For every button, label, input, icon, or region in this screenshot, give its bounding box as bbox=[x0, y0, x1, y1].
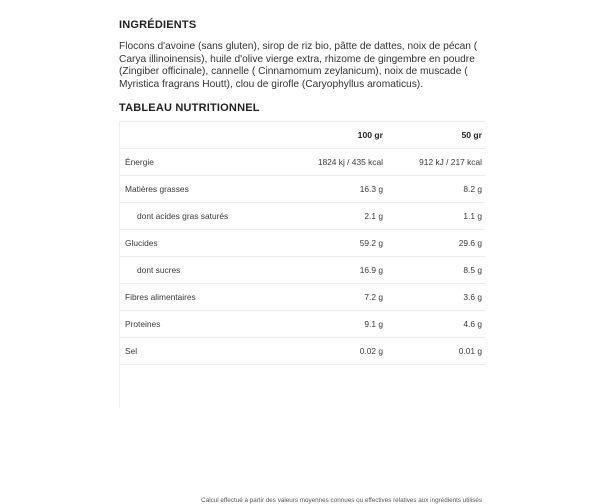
value-per-100g: 2.1 g bbox=[364, 211, 383, 221]
column-header-50g: 50 gr bbox=[461, 130, 482, 140]
value-per-50g: 8.5 g bbox=[463, 265, 482, 275]
nutrient-label: Proteines bbox=[125, 319, 161, 329]
value-per-50g: 4.6 g bbox=[463, 319, 482, 329]
value-per-50g: 29.6 g bbox=[458, 238, 482, 248]
nutrition-heading: TABLEAU NUTRITIONNEL bbox=[119, 102, 260, 114]
table-row bbox=[120, 149, 485, 176]
ingredients-text: Flocons d'avoine (sans gluten), sirop de riz bio, pâtte de dattes, noix de pécan ( Carya illinoinensis), huile d'olive vierge extra, rhizome de gingembre en poudre (Zingiber officinale), cannelle ( Cinnamomum zeylanicum), noix de muscade ( Myristica fragrans Houtt), clou de girofle (Caryophyllus aromaticus). bbox=[119, 41, 478, 91]
nutrient-label: Glucides bbox=[125, 238, 158, 248]
table-row bbox=[120, 230, 485, 257]
nutrient-label: Sel bbox=[125, 346, 138, 356]
table-row bbox=[120, 203, 485, 230]
table-row bbox=[120, 176, 485, 203]
table-row bbox=[120, 257, 485, 284]
value-per-100g: 7.2 g bbox=[364, 292, 383, 302]
value-per-50g: 912 kJ / 217 kcal bbox=[419, 157, 482, 167]
table-header-row bbox=[120, 122, 485, 149]
nutrient-label: Fibres alimentaires bbox=[125, 292, 196, 302]
nutrient-label: Énergie bbox=[125, 157, 154, 167]
value-per-100g: 9.1 g bbox=[364, 319, 383, 329]
ingredients-heading: INGRÉDIENTS bbox=[119, 19, 197, 31]
value-per-50g: 3.6 g bbox=[463, 292, 482, 302]
value-per-100g: 16.9 g bbox=[359, 265, 383, 275]
nutrient-label: dont acides gras saturés bbox=[137, 211, 229, 221]
table-row bbox=[120, 284, 485, 311]
value-per-100g: 16.3 g bbox=[359, 184, 383, 194]
nutrient-label: dont sucres bbox=[137, 265, 181, 275]
column-header-100g: 100 gr bbox=[357, 130, 383, 140]
value-per-100g: 0.02 g bbox=[359, 346, 383, 356]
value-per-50g: 1.1 g bbox=[463, 211, 482, 221]
table-row bbox=[120, 311, 485, 338]
nutrient-label: Matières grasses bbox=[125, 184, 189, 194]
footnote: Calcul effectué à partir des valeurs moyennes connues ou effectives relatives aux ingrédients utilisés bbox=[201, 497, 482, 504]
value-per-100g: 1824 kj / 435 kcal bbox=[317, 157, 383, 167]
nutrition-table bbox=[119, 121, 485, 504]
table-row bbox=[120, 338, 485, 365]
value-per-50g: 8.2 g bbox=[463, 184, 482, 194]
value-per-100g: 59.2 g bbox=[359, 238, 383, 248]
value-per-50g: 0.01 g bbox=[458, 346, 482, 356]
